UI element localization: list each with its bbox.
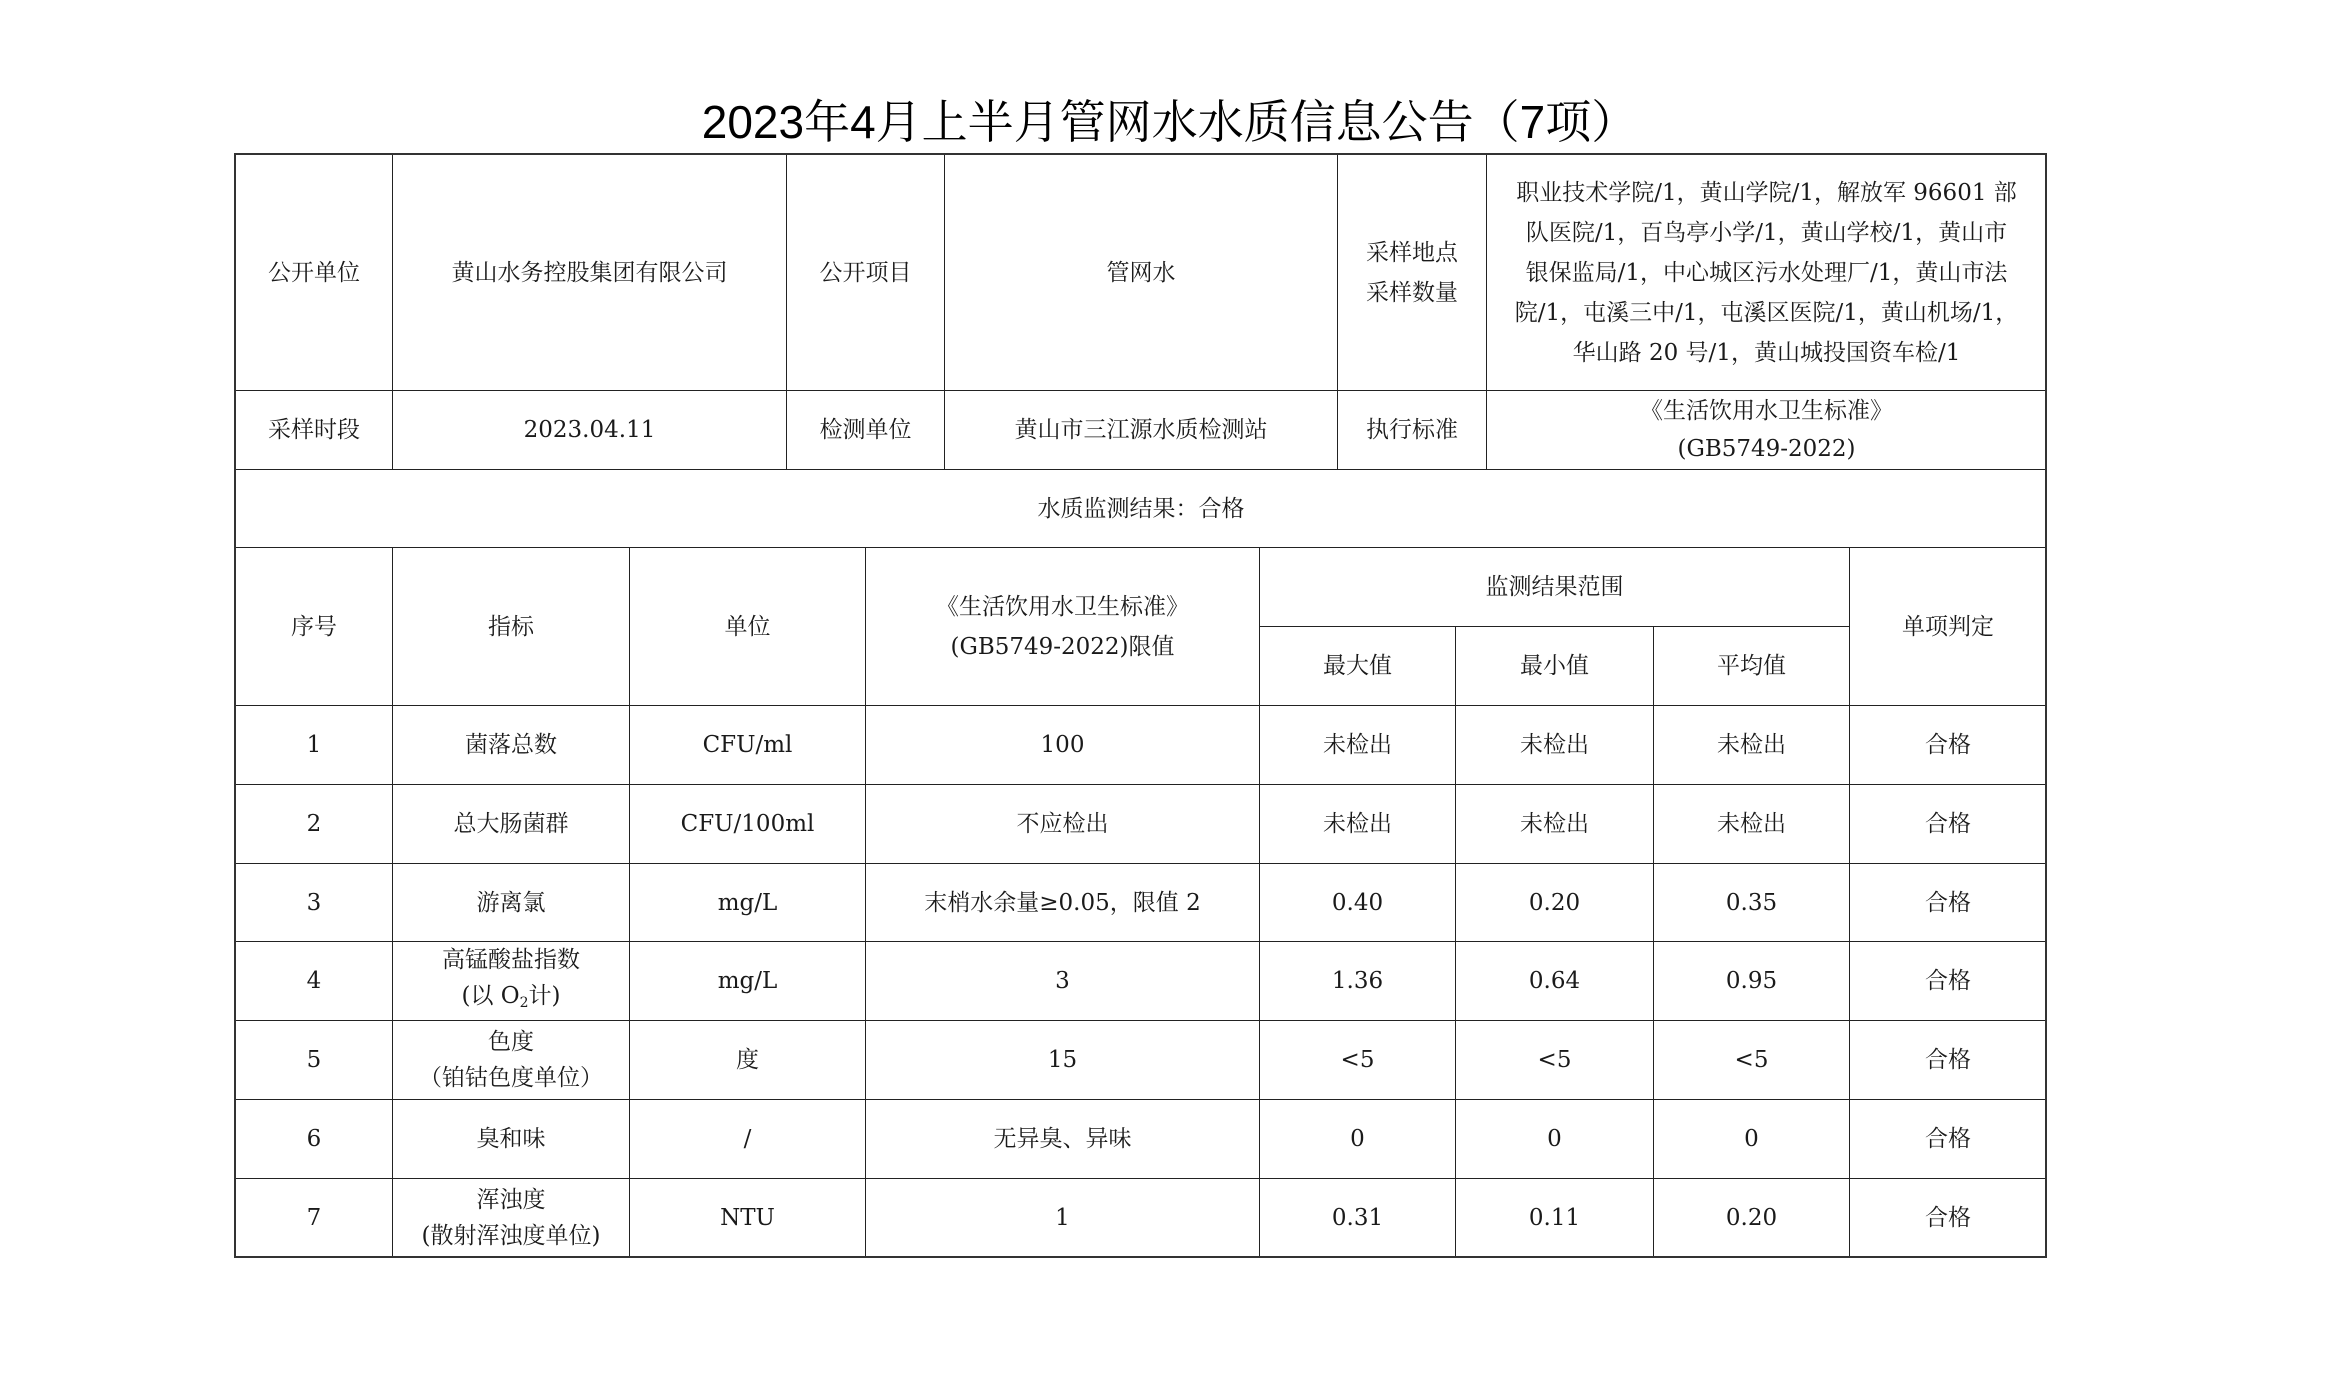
cell-max: [1259, 1099, 1456, 1179]
header-max: [1259, 626, 1456, 706]
header-limit-line1: 《生活饮用水卫生标准》: [936, 593, 1189, 620]
unit-value: CFU/100ml: [680, 811, 815, 837]
cell-no: [235, 784, 393, 864]
cell-verdict: [1849, 1020, 2047, 1100]
unit-value: CFU/ml: [702, 732, 793, 758]
standard-code: (GB5749-2022): [1677, 436, 1856, 462]
unit-value: NTU: [720, 1205, 775, 1231]
avg-value: 0.20: [1725, 1205, 1778, 1231]
avg-value: 0: [1744, 1126, 1759, 1152]
cell-verdict: [1849, 784, 2047, 864]
verdict-value: 合格: [1925, 1047, 1971, 1073]
item-value-cell: [944, 154, 1338, 391]
verdict-value: 合格: [1925, 732, 1971, 758]
indicator-name: 臭和味: [476, 1126, 546, 1152]
cell-min: [1455, 863, 1654, 942]
lab-label: 检测单位: [819, 417, 912, 443]
no-value: 6: [306, 1126, 322, 1152]
cell-indicator: [392, 1178, 630, 1258]
limit-value: 100: [1040, 732, 1085, 758]
unit-value: /: [743, 1126, 752, 1152]
cell-limit: [865, 1178, 1260, 1258]
period-value-cell: [392, 390, 787, 470]
limit-value: 末梢水余量≥0.05，限值 2: [924, 889, 1201, 916]
max-value: 未检出: [1323, 732, 1392, 758]
cell-avg: [1653, 941, 1850, 1021]
cell-no: [235, 705, 393, 785]
cell-indicator: [392, 1020, 630, 1100]
limit-value: 15: [1047, 1047, 1078, 1073]
avg-value: 0.95: [1725, 968, 1778, 994]
page-title: 2023年4月上半月管网水水质信息公告（7项）: [701, 96, 1638, 148]
cell-unit: [629, 784, 866, 864]
cell-indicator: [392, 705, 630, 785]
cell-verdict: [1849, 1178, 2047, 1258]
indicator-name: 高锰酸盐指数: [442, 946, 580, 973]
no-value: 7: [306, 1205, 322, 1231]
standard-label-cell: [1337, 390, 1487, 470]
no-value: 1: [306, 732, 322, 758]
header-limit: [865, 547, 1260, 706]
indicator-name: 色度: [488, 1029, 534, 1055]
avg-value: 未检出: [1717, 811, 1786, 837]
indicator-note: [442, 978, 580, 1021]
cell-verdict: [1849, 863, 2047, 942]
cell-no: [235, 941, 393, 1021]
lab-label-cell: [786, 390, 945, 470]
cell-avg: [1653, 1178, 1850, 1258]
min-value: 0.11: [1528, 1205, 1581, 1231]
location-label-cell: [1337, 154, 1487, 391]
limit-value: 不应检出: [1016, 811, 1109, 837]
header-min-label: 最小值: [1520, 653, 1589, 679]
result-summary-cell: [235, 469, 2047, 548]
cell-limit: [865, 784, 1260, 864]
cell-limit: [865, 1099, 1260, 1179]
min-value: <5: [1537, 1047, 1572, 1073]
indicator-name: 总大肠菌群: [453, 811, 569, 837]
period-label-cell: [235, 390, 393, 470]
cell-limit: [865, 705, 1260, 785]
lab-value: 黄山市三江源水质检测站: [1014, 417, 1268, 443]
header-indicator-label: 指标: [488, 613, 534, 640]
locations-line: 银保监局/1，中心城区污水处理厂/1，黄山市法: [1525, 259, 2008, 286]
cell-indicator: [392, 941, 630, 1021]
max-value: <5: [1340, 1047, 1375, 1073]
header-avg: [1653, 626, 1850, 706]
max-value: 未检出: [1323, 811, 1392, 837]
min-value: 0: [1547, 1126, 1562, 1152]
header-avg-label: 平均值: [1717, 653, 1786, 679]
min-value: 0.20: [1528, 889, 1581, 916]
cell-unit: [629, 705, 866, 785]
cell-no: [235, 1020, 393, 1100]
period-label: 采样时段: [268, 417, 360, 443]
unit-value: mg/L: [717, 968, 778, 994]
header-range-label: 监测结果范围: [1485, 574, 1624, 600]
limit-value: 无异臭、异味: [993, 1126, 1132, 1152]
cell-min: [1455, 1020, 1654, 1100]
cell-max: [1259, 705, 1456, 785]
locations-line: 队医院/1，百鸟亭小学/1，黄山学校/1，黄山市: [1525, 219, 2008, 246]
cell-limit: [865, 1020, 1260, 1100]
locations-line: 职业技术学院/1，黄山学院/1，解放军 96601 部: [1516, 179, 2017, 206]
no-value: 4: [306, 968, 322, 994]
header-unit: [629, 547, 866, 706]
indicator-note-post: 计): [528, 982, 561, 1009]
cell-indicator: [392, 784, 630, 864]
cell-min: [1455, 705, 1654, 785]
verdict-value: 合格: [1925, 1126, 1971, 1152]
standard-value-cell: [1486, 390, 2047, 470]
result-summary: 水质监测结果：合格: [1037, 495, 1245, 522]
location-label-line1: 采样地点: [1366, 239, 1458, 266]
cell-unit: [629, 1020, 866, 1100]
cell-avg: [1653, 863, 1850, 942]
cell-verdict: [1849, 705, 2047, 785]
locations-line: 院/1，屯溪三中/1，屯溪区医院/1，黄山机场/1，: [1514, 299, 2019, 326]
limit-value: 1: [1055, 1205, 1070, 1231]
verdict-value: 合格: [1925, 889, 1971, 916]
no-value: 5: [306, 1047, 322, 1073]
cell-min: [1455, 1099, 1654, 1179]
cell-no: [235, 1178, 393, 1258]
publisher-value-cell: [392, 154, 787, 391]
cell-verdict: [1849, 941, 2047, 1021]
avg-value: 0.35: [1725, 889, 1778, 916]
indicator-note-pre: (以 O: [461, 982, 520, 1009]
cell-avg: [1653, 1020, 1850, 1100]
cell-unit: [629, 1178, 866, 1258]
publisher-value: 黄山水务控股集团有限公司: [451, 259, 728, 286]
cell-verdict: [1849, 1099, 2047, 1179]
verdict-value: 合格: [1925, 811, 1971, 837]
indicator-name: 浑浊度: [476, 1187, 546, 1213]
verdict-value: 合格: [1925, 1205, 1971, 1231]
item-value: 管网水: [1106, 259, 1176, 286]
cell-unit: [629, 863, 866, 942]
min-value: 未检出: [1520, 732, 1589, 758]
cell-limit: [865, 863, 1260, 942]
header-range: [1259, 547, 1850, 627]
cell-min: [1455, 941, 1654, 1021]
locations-line: 华山路 20 号/1，黄山城投国资车检/1: [1572, 339, 1961, 366]
avg-value: 未检出: [1717, 732, 1786, 758]
location-label-line2: 采样数量: [1366, 279, 1458, 306]
item-label-cell: [786, 154, 945, 391]
header-no-label: 序号: [291, 613, 337, 640]
indicator-name: 游离氯: [476, 889, 546, 916]
locations-cell: [1486, 154, 2047, 391]
unit-value: 度: [736, 1047, 759, 1073]
indicator-name: 菌落总数: [465, 732, 557, 758]
cell-no: [235, 863, 393, 942]
cell-avg: [1653, 705, 1850, 785]
verdict-value: 合格: [1925, 968, 1971, 994]
header-unit-label: 单位: [724, 613, 771, 640]
max-value: 0.31: [1331, 1205, 1384, 1231]
standard-name: 《生活饮用水卫生标准》: [1640, 398, 1893, 424]
no-value: 2: [306, 811, 322, 837]
cell-max: [1259, 1020, 1456, 1100]
cell-max: [1259, 941, 1456, 1021]
standard-label: 执行标准: [1366, 417, 1458, 443]
lab-value-cell: [944, 390, 1338, 470]
no-value: 3: [306, 889, 322, 916]
max-value: 1.36: [1331, 968, 1384, 994]
indicator-note: （铂钴色度单位）: [419, 1065, 603, 1091]
header-verdict-label: 单项判定: [1902, 613, 1994, 640]
publisher-label-cell: [235, 154, 393, 391]
header-limit-line2: (GB5749-2022)限值: [950, 633, 1175, 660]
indicator-note: (散射浑浊度单位): [421, 1223, 601, 1249]
header-no: [235, 547, 393, 706]
max-value: 0.40: [1331, 889, 1384, 916]
period-value: 2023.04.11: [523, 417, 656, 443]
limit-value: 3: [1055, 968, 1070, 994]
cell-max: [1259, 1178, 1456, 1258]
cell-limit: [865, 941, 1260, 1021]
header-indicator: [392, 547, 630, 706]
cell-max: [1259, 784, 1456, 864]
item-label: 公开项目: [819, 259, 912, 286]
indicator-note-subscript: 2: [519, 994, 529, 1011]
cell-indicator: [392, 1099, 630, 1179]
unit-value: mg/L: [717, 889, 778, 916]
min-value: 未检出: [1520, 811, 1589, 837]
cell-avg: [1653, 784, 1850, 864]
cell-max: [1259, 863, 1456, 942]
avg-value: <5: [1734, 1047, 1769, 1073]
cell-no: [235, 1099, 393, 1179]
cell-unit: [629, 941, 866, 1021]
max-value: 0: [1350, 1126, 1365, 1152]
publisher-label: 公开单位: [268, 259, 360, 286]
header-max-label: 最大值: [1323, 653, 1392, 679]
min-value: 0.64: [1528, 968, 1581, 994]
header-min: [1455, 626, 1654, 706]
cell-indicator: [392, 863, 630, 942]
cell-unit: [629, 1099, 866, 1179]
cell-min: [1455, 1178, 1654, 1258]
cell-avg: [1653, 1099, 1850, 1179]
header-verdict: [1849, 547, 2047, 706]
cell-min: [1455, 784, 1654, 864]
